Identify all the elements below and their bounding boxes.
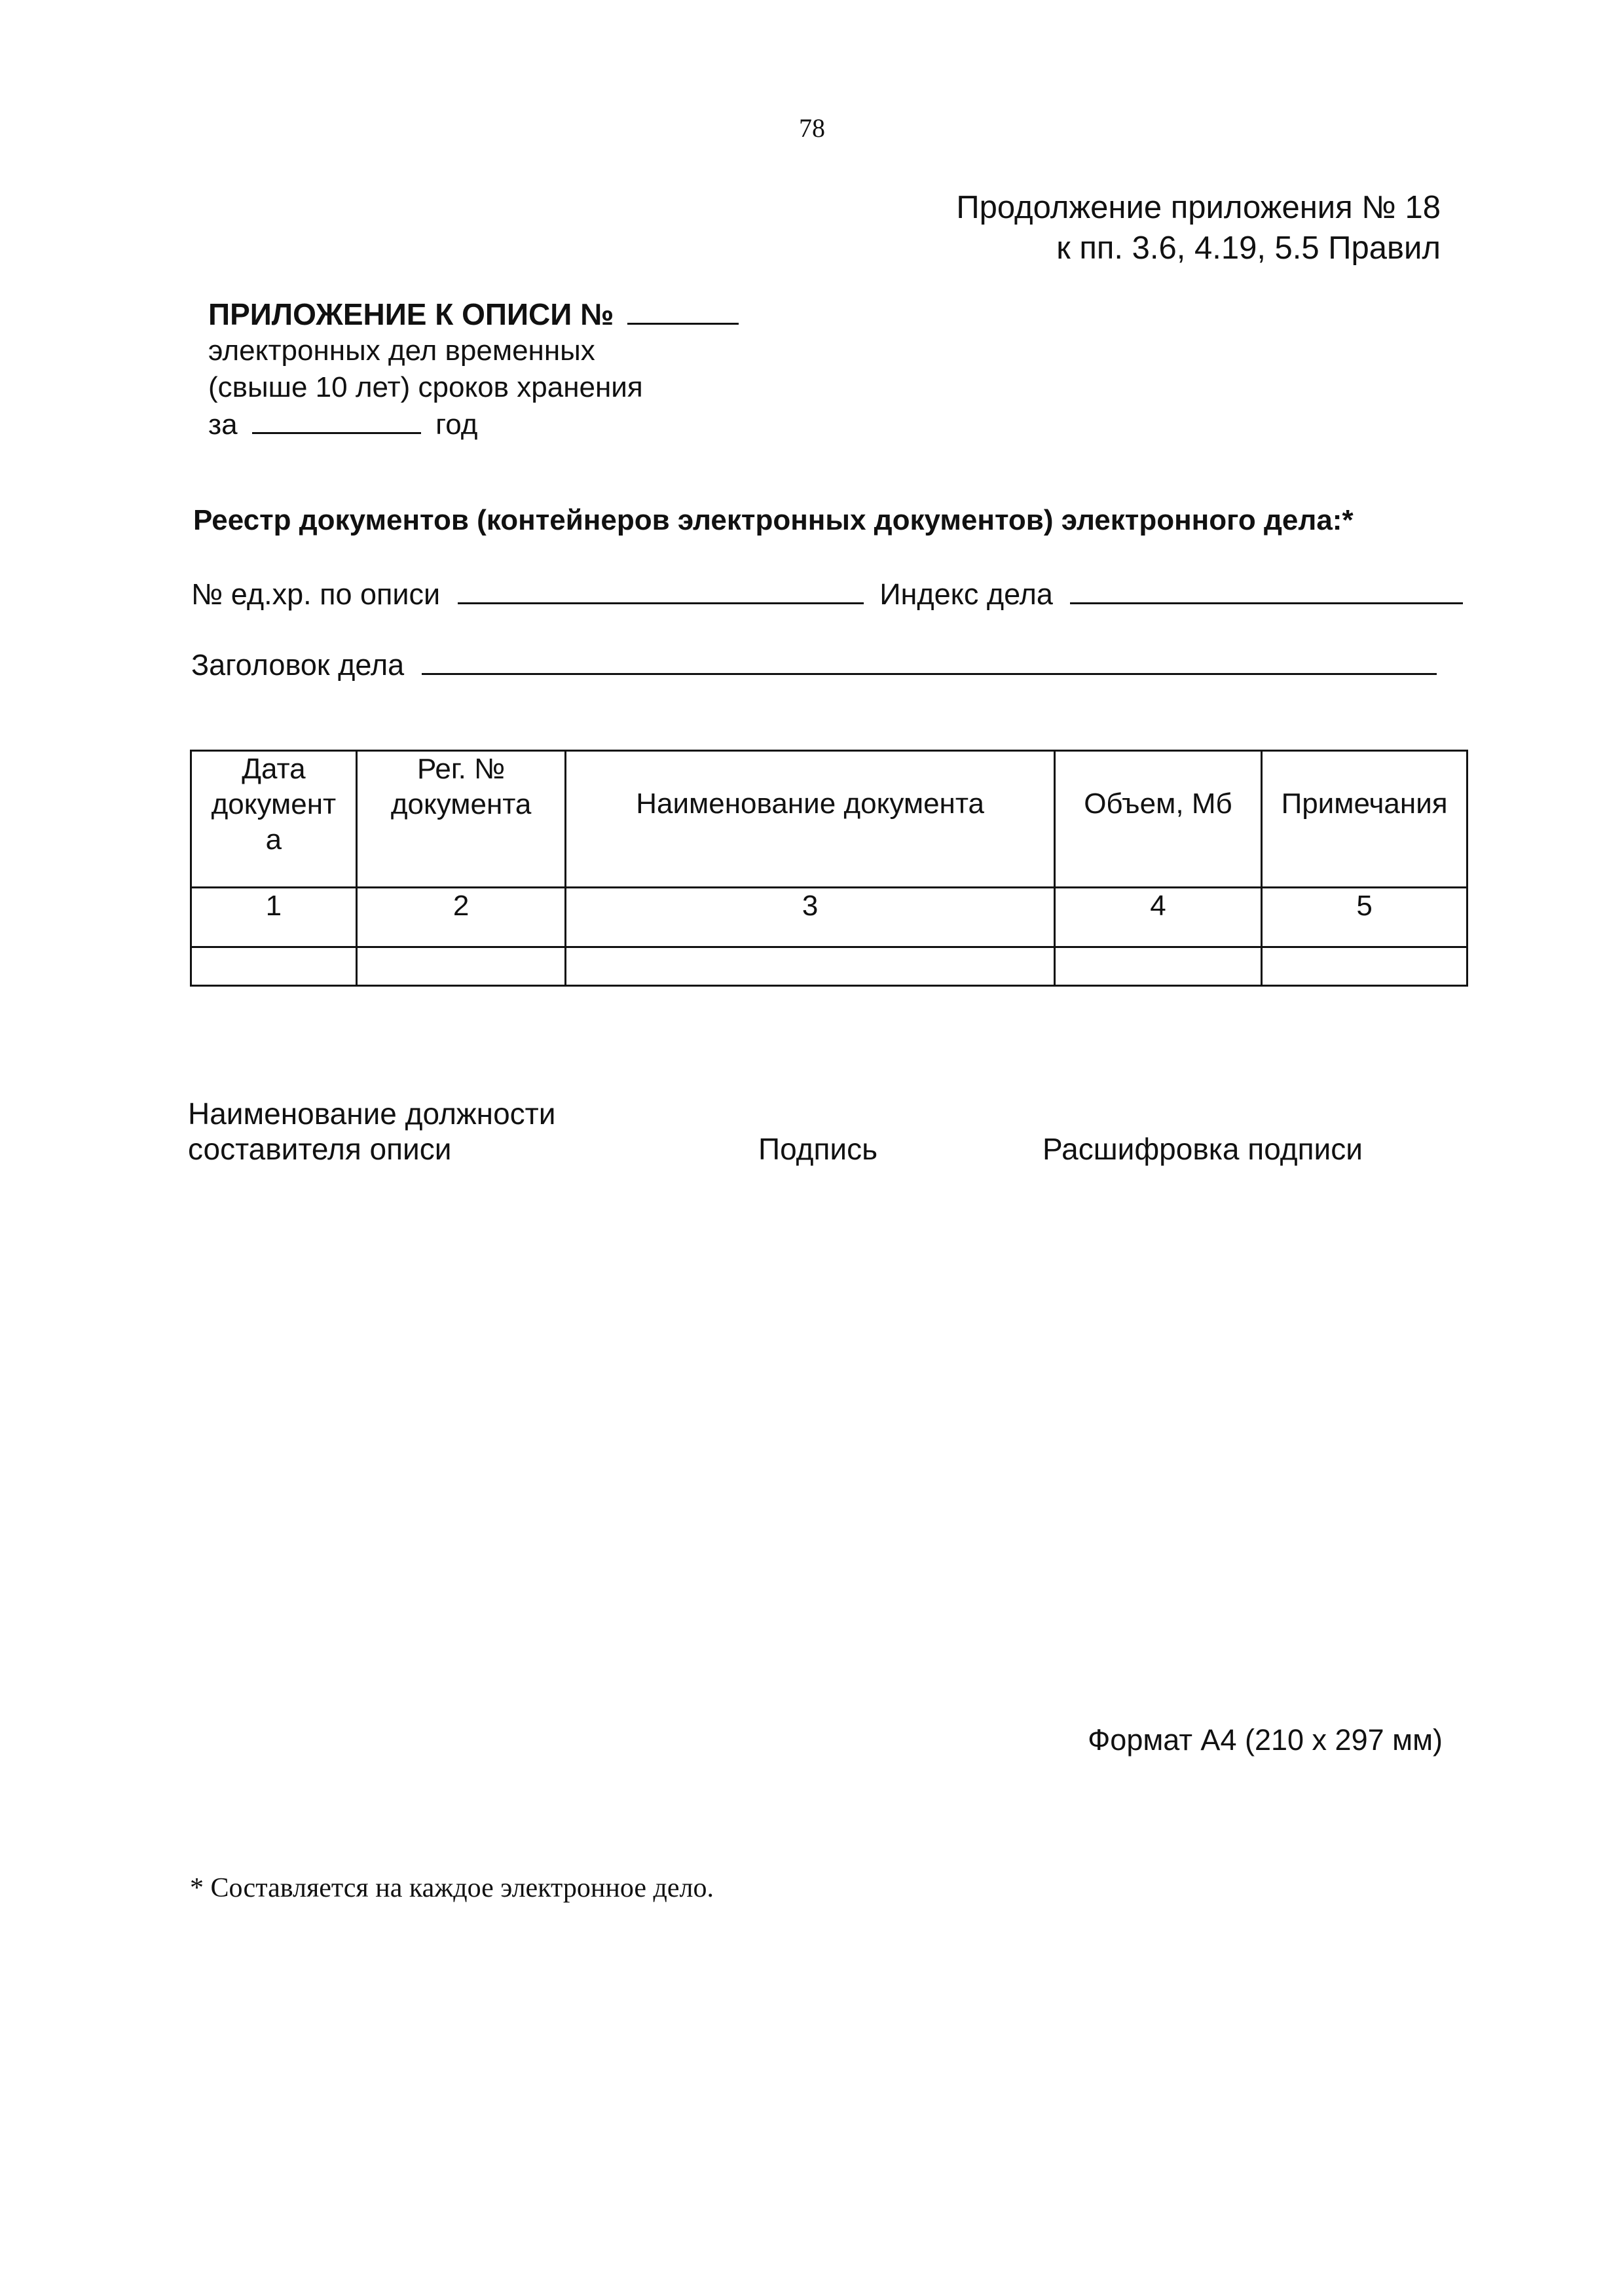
column-number-1: 1	[191, 888, 357, 947]
year-prefix: за	[208, 409, 238, 441]
appendix-reference	[956, 187, 1441, 268]
column-number-3: 3	[566, 888, 1054, 947]
compiler-position-label: Наименование должности составителя описи	[188, 1097, 556, 1166]
case-title-label: Заголовок дела	[191, 648, 405, 682]
footnote: * Составляется на каждое электронное дело.	[190, 1873, 714, 1903]
case-title-row	[191, 647, 1437, 682]
appendix-reference-line-2: к пп. 3.6, 4.19, 5.5 Правил	[1056, 230, 1441, 266]
table-header-row	[191, 751, 1467, 888]
case-index-label: Индекс дела	[879, 577, 1053, 611]
table-number-row	[191, 888, 1467, 947]
appendix-reference-line-1: Продолжение приложения № 18	[956, 190, 1441, 225]
header-notes: Примечания	[1262, 751, 1467, 888]
table-cell	[191, 947, 357, 986]
header-document-name: Наименование документа	[566, 751, 1054, 888]
table-cell	[1262, 947, 1467, 986]
header-registration-number: Рег. № документа	[356, 751, 566, 888]
year-suffix: год	[435, 409, 478, 441]
table-cell	[1054, 947, 1261, 986]
inventory-subtitle-line-1: электронных дел временных	[208, 335, 595, 367]
signature-decoding-label: Расшифровка подписи	[1043, 1132, 1363, 1166]
inventory-header	[208, 296, 739, 443]
unit-number-label: № ед.хр. по описи	[191, 577, 441, 611]
table-cell	[566, 947, 1054, 986]
unit-number-blank	[458, 576, 864, 604]
header-document-date: Дата документ а	[191, 751, 357, 888]
column-number-5: 5	[1262, 888, 1467, 947]
table-cell	[356, 947, 566, 986]
column-number-4: 4	[1054, 888, 1261, 947]
column-number-2: 2	[356, 888, 566, 947]
inventory-title-row	[208, 296, 739, 333]
inventory-subtitle-line-2: (свыше 10 лет) сроков хранения	[208, 371, 643, 403]
case-index-blank	[1070, 576, 1463, 604]
format-note: Формат А4 (210 х 297 мм)	[1088, 1723, 1443, 1757]
signature-label: Подпись	[758, 1132, 878, 1166]
table-row	[191, 947, 1467, 986]
header-volume-mb: Объем, Мб	[1054, 751, 1261, 888]
inventory-year-row	[208, 406, 739, 443]
inventory-title: ПРИЛОЖЕНИЕ К ОПИСИ №	[208, 297, 614, 331]
year-blank	[252, 406, 421, 434]
inventory-number-blank	[627, 297, 739, 325]
registry-title: Реестр документов (контейнеров электронных документов) электронного дела:*	[193, 504, 1354, 536]
unit-index-row	[191, 576, 1463, 611]
page-number: 78	[799, 113, 825, 143]
documents-registry-table	[190, 750, 1468, 987]
case-title-blank	[422, 647, 1437, 675]
